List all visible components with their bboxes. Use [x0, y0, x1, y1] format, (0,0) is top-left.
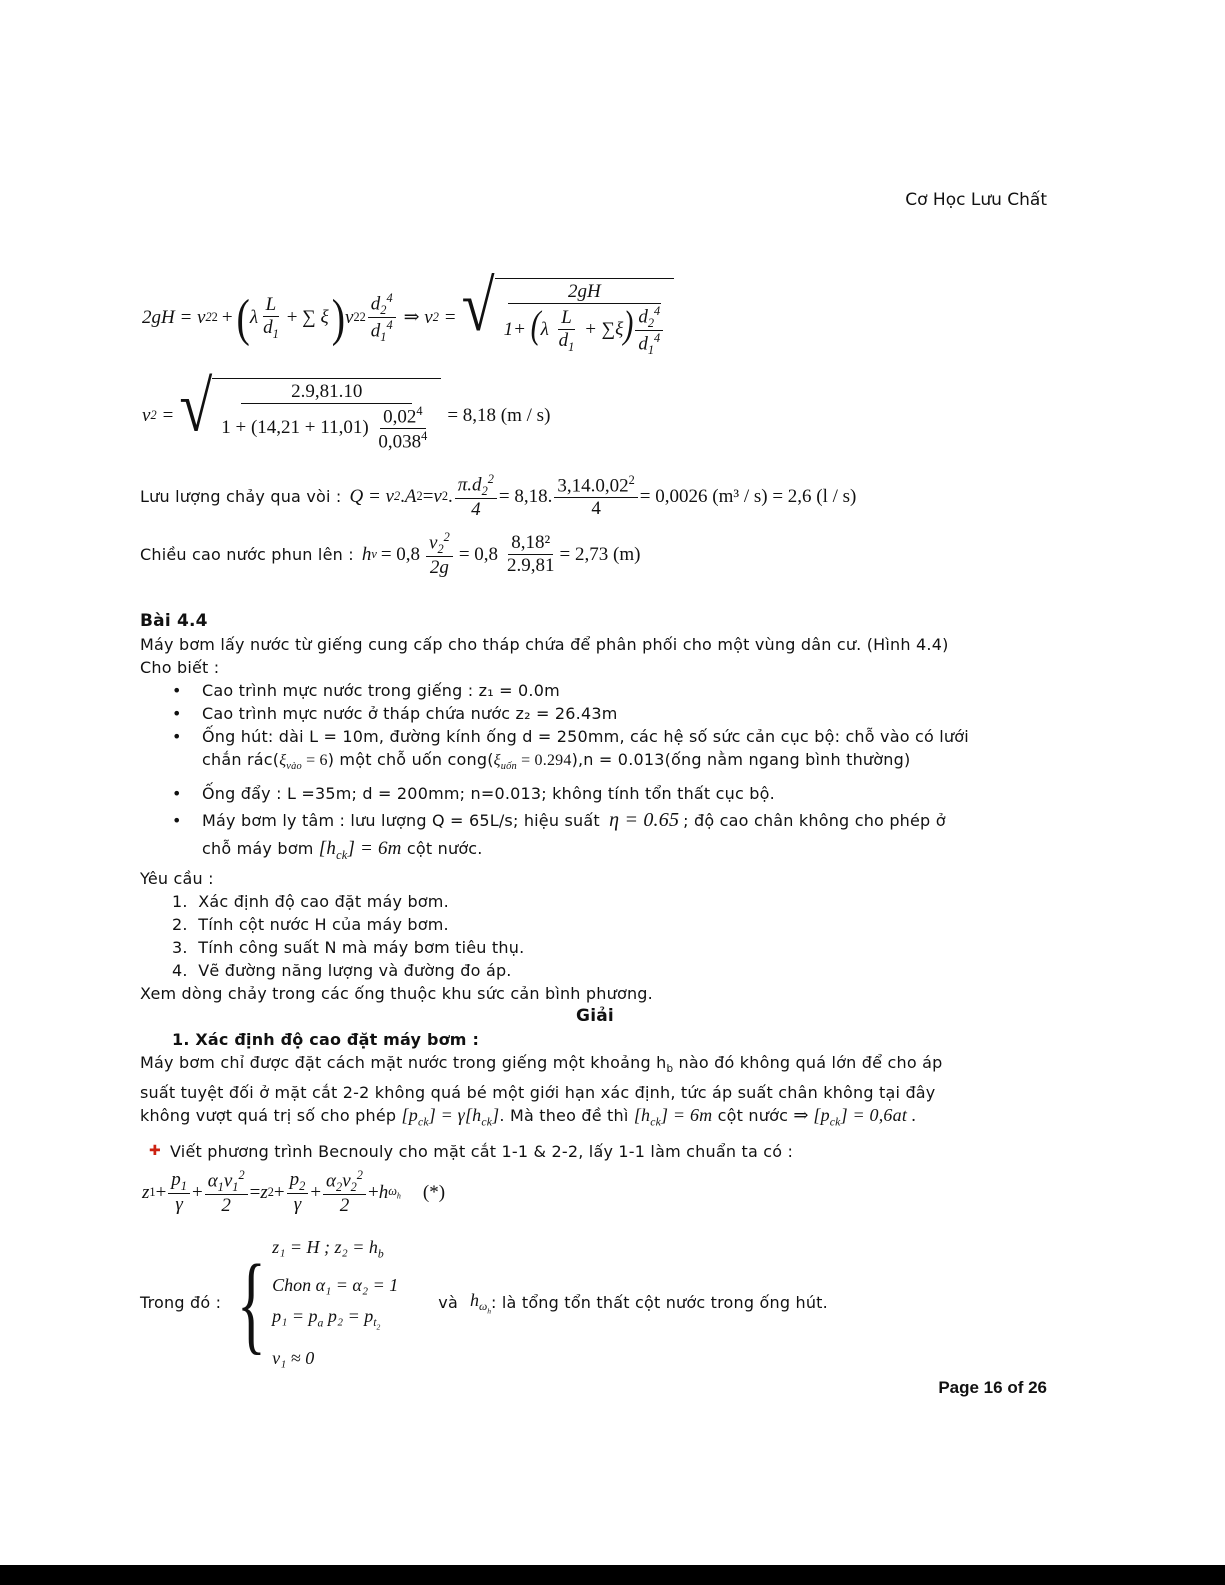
- item3-line1: Ống hút: dài L = 10m, đường kính ống d = 250mm, các hệ số sức cản cục bộ: chỗ vào có lưới: [202, 727, 969, 746]
- problem-intro: Máy bơm lấy nước từ giếng cung cấp cho tháp chứa để phân phối cho một vùng dân cư. (Hình 4.4): [140, 635, 949, 654]
- solution-para-2: suất tuyệt đối ở mặt cắt 2-2 không quá bé một giới hạn xác định, tức áp suất chân không tại đây: [140, 1083, 936, 1103]
- eq2-lhs: v: [142, 404, 151, 426]
- eq-star: (*): [422, 1181, 446, 1203]
- item5-line1: Máy bơm ly tâm : lưu lượng Q = 65L/s; hiệu suất: [202, 811, 600, 831]
- p3d: cột nước: [717, 1106, 789, 1126]
- solution-title: Giải: [576, 1005, 614, 1026]
- item5-rest: ; độ cao chân không cho phép ở: [683, 811, 946, 831]
- cond-2: Chon α₁ = α₂ = 1: [272, 1274, 399, 1295]
- p1b: nào đó không quá lớn để cho áp: [673, 1052, 943, 1072]
- flow-result: = 0,0026 (m³ / s) = 2,6 (l / s): [639, 485, 857, 507]
- flow-label: Lưu lượng chảy qua vòi :: [140, 487, 342, 507]
- equation-velocity: v 2 = √ 2.9,81.10 1 + (14,21 + 11,01) $\frac{0,02^4}{0,038^4}$ = 8,18 (m / s): [142, 366, 551, 453]
- list-item: • Ống hút: dài L = 10m, đường kính ống d = 250mm, các hệ số sức cản cục bộ: chỗ vào có lưới chắn $rác(\xi_{vào} = 6)$ một chỗ uốn $cong(\xi_{uốn} = 0.294),n$ = 0.013(ống nằm ngang bình thường): [140, 725, 1050, 778]
- flow-fnum: 3,14.0,02: [557, 475, 629, 497]
- page-number: Page 16 of 26: [938, 1378, 1047, 1397]
- item3-line2a: chắn rác(: [202, 750, 280, 769]
- cond-1: z₁ = H ; z₂ = h: [272, 1237, 378, 1257]
- problem-section: [140, 610, 1050, 1163]
- where-label: Trong đó :: [140, 1293, 222, 1313]
- req-text: Vẽ đường năng lượng và đường đo áp.: [198, 960, 512, 980]
- requirements-list: [140, 890, 1050, 982]
- list-item: 1. Xác định độ cao đặt máy bơm.: [172, 891, 449, 911]
- cond-4: v₁ ≈ 0: [272, 1347, 315, 1368]
- p3-f2: ] = γ[h: [428, 1105, 482, 1126]
- list-item: • Cao trình mực nước ở tháp chứa nước z₂ = 26.43m: [140, 702, 1050, 725]
- list-item: 3. Tính công suất N mà máy bơm tiêu thụ.: [172, 937, 525, 957]
- cond-3: p₁ = p: [272, 1305, 318, 1326]
- flow-mid: = 8,18.: [498, 485, 553, 507]
- item3-line2c: ),n = 0.013(ống nằm ngang bình thường): [571, 750, 911, 769]
- xi-symbol: ξ: [279, 752, 287, 769]
- eq1-lhs: 2gH = v: [142, 306, 206, 328]
- height-result: = 2,73 (m): [559, 543, 641, 565]
- item3-line2b: ) một chỗ uốn cong(: [327, 750, 494, 769]
- cond-3b: p₂ = p: [323, 1305, 374, 1326]
- list-item: • Cao trình mực nước trong giếng : z₁ = 0.0m: [140, 679, 1050, 702]
- height-fden: 2.9,81: [507, 555, 555, 577]
- given-label: Cho biết :: [140, 658, 220, 677]
- list-item: [140, 809, 1050, 867]
- xi1-val: = 6: [306, 752, 328, 769]
- spray-height-line: Chiều cao nước phun lên : h v = 0,8 $\frac{v_2^2}{2g}$ = 0,8 $\frac{\text{8,18²}}{2.9,81}$ = 2,73 (m): [140, 530, 641, 579]
- given-list: [140, 679, 1050, 867]
- bernoulli-text: Viết phương trình Becnouly cho mặt cắt 1-1 & 2-2, lấy 1-1 làm chuẩn ta có :: [170, 1141, 794, 1161]
- bernoulli-line: [140, 1140, 1050, 1163]
- flow-rate-line: Lưu lượng chảy qua vòi : Q = v 2 . A 2 = v 2 . $\frac{\pi.d_2^2}{4}$ = 8,18. $\frac{3,14.0,02^2}{4}$ = 0,0026 (m³ / s) = 2,6 (l / s): [140, 472, 857, 521]
- list-item: • Ống đẩy : L =35m; d = 200mm; n=0.013; không tính tổn thất cục bộ.: [140, 782, 1050, 805]
- height-formula: h: [361, 543, 372, 565]
- flow-fden: 4: [591, 498, 601, 520]
- conditions-block: Trong đó : { z₁ = H ; $z_2 = h_b$ Chon α₁ = α₂ = 1 $p_1 = p_a$ $p_2 = p_{t_2}$ v₁ ≈ 0 và $h_{\omega_h}$ : là tổng tổn thất cột nước trong ống hút.: [140, 1232, 828, 1374]
- req-text: Tính công suất N mà máy bơm tiêu thụ.: [198, 937, 525, 957]
- eq2-den-a: 1 + (14,21 + 11,01): [221, 416, 369, 438]
- bernoulli-equation: z 1 + $\frac{p_1}{\gamma}$ + $\frac{\alpha_1v_1^2}{2}$ = z 2 + $\frac{p_2}{\gamma}$ + $\frac{\alpha_2v_2^2}{2}$ + h $\omega_h$ (*): [142, 1168, 446, 1217]
- eq1-num: 2gH: [508, 281, 661, 304]
- bottom-black-bar: [0, 1565, 1225, 1585]
- eq2-den-den: 0,038: [378, 431, 422, 453]
- arrow-bullet-icon: ✚: [149, 1142, 161, 1159]
- p3c: ] = 6m: [661, 1105, 713, 1126]
- p3-f3: ]: [492, 1105, 500, 1126]
- req-text: Xác định độ cao đặt máy bơm.: [198, 891, 449, 911]
- list-item: 4. Vẽ đường năng lượng và đường đo áp.: [172, 960, 512, 980]
- equation-energy: 2gH = v 2 2 + ( λ $\frac{L}{d_1}$ + ∑ ξ ) v 2 2 $\frac{d_2^4}{d_1^4}$ ⇒ v 2 = √ 2gH 1+ (λ $\frac{L}{d_1}$ + ∑ξ) $\frac{d_2^4}{d_1^4}$: [142, 278, 674, 357]
- p3a: không vượt quá trị số cho phép: [140, 1106, 397, 1126]
- item5-line2a: chỗ máy bơm: [202, 839, 314, 859]
- solution-para: Máy bơm chỉ được đặt cách mặt nước trong giếng một khoảng $h_b$ nào đó không quá lớn để cho áp: [140, 1052, 943, 1076]
- height-label: Chiều cao nước phun lên :: [140, 545, 354, 565]
- eq2-result: = 8,18 (m / s): [447, 404, 551, 426]
- p3b: . Mà theo đề thì: [499, 1106, 629, 1126]
- xi-sub: vào: [286, 761, 302, 773]
- problem-note: Xem dòng chảy trong các ống thuộc khu sức cản bình phương.: [140, 983, 653, 1003]
- req-text: Tính cột nước H của máy bơm.: [198, 914, 449, 934]
- height-mid: = 0,8: [380, 543, 421, 565]
- hck-val: ] = 6m: [347, 838, 402, 860]
- eq2-den-num: 0,02: [383, 406, 417, 428]
- loss-description: : là tổng tổn thất cột nước trong ống hút.: [491, 1293, 828, 1313]
- p1a: Máy bơm chỉ được đặt cách mặt nước trong giếng một khoảng h: [140, 1052, 667, 1072]
- eq1-equals: =: [444, 306, 456, 328]
- and-word: và: [438, 1293, 458, 1313]
- hck-sub: ck: [336, 847, 348, 862]
- hck-symbol: [h: [318, 838, 337, 860]
- requirements-label: Yêu cầu :: [140, 868, 214, 888]
- list-item: 2. Tính cột nước H của máy bơm.: [172, 914, 449, 934]
- eq2-num: 2.9,81.10: [241, 381, 412, 404]
- xi2-val: = 0.294: [521, 752, 572, 769]
- p3-f: [p: [401, 1105, 418, 1126]
- solution-para-3: không vượt quá trị số cho phép $[p_{ck}] = \gamma[h_{ck}]$. Mà theo đề thì $[h_{ck}] = 6m$ cột nước ⇒ $[p_{ck}] = 0,6at$ .: [140, 1105, 917, 1129]
- eta-value: η = 0.65: [609, 809, 680, 832]
- p3g: ] = 0,6at .: [840, 1105, 917, 1126]
- page-header-title: Cơ Học Lưu Chất: [905, 190, 1047, 210]
- solution-step1: 1. Xác định độ cao đặt máy bơm :: [172, 1029, 480, 1049]
- xi2-sub: uốn: [500, 761, 517, 773]
- flow-formula: Q = v: [349, 485, 394, 507]
- problem-title: Bài 4.4: [140, 611, 208, 631]
- item5-line2b: cột nước.: [406, 839, 483, 859]
- eq1-arrow: ⇒ v: [403, 307, 433, 329]
- p3e: ⇒ [p: [793, 1105, 830, 1126]
- height-fnum: 8,18²: [508, 532, 553, 555]
